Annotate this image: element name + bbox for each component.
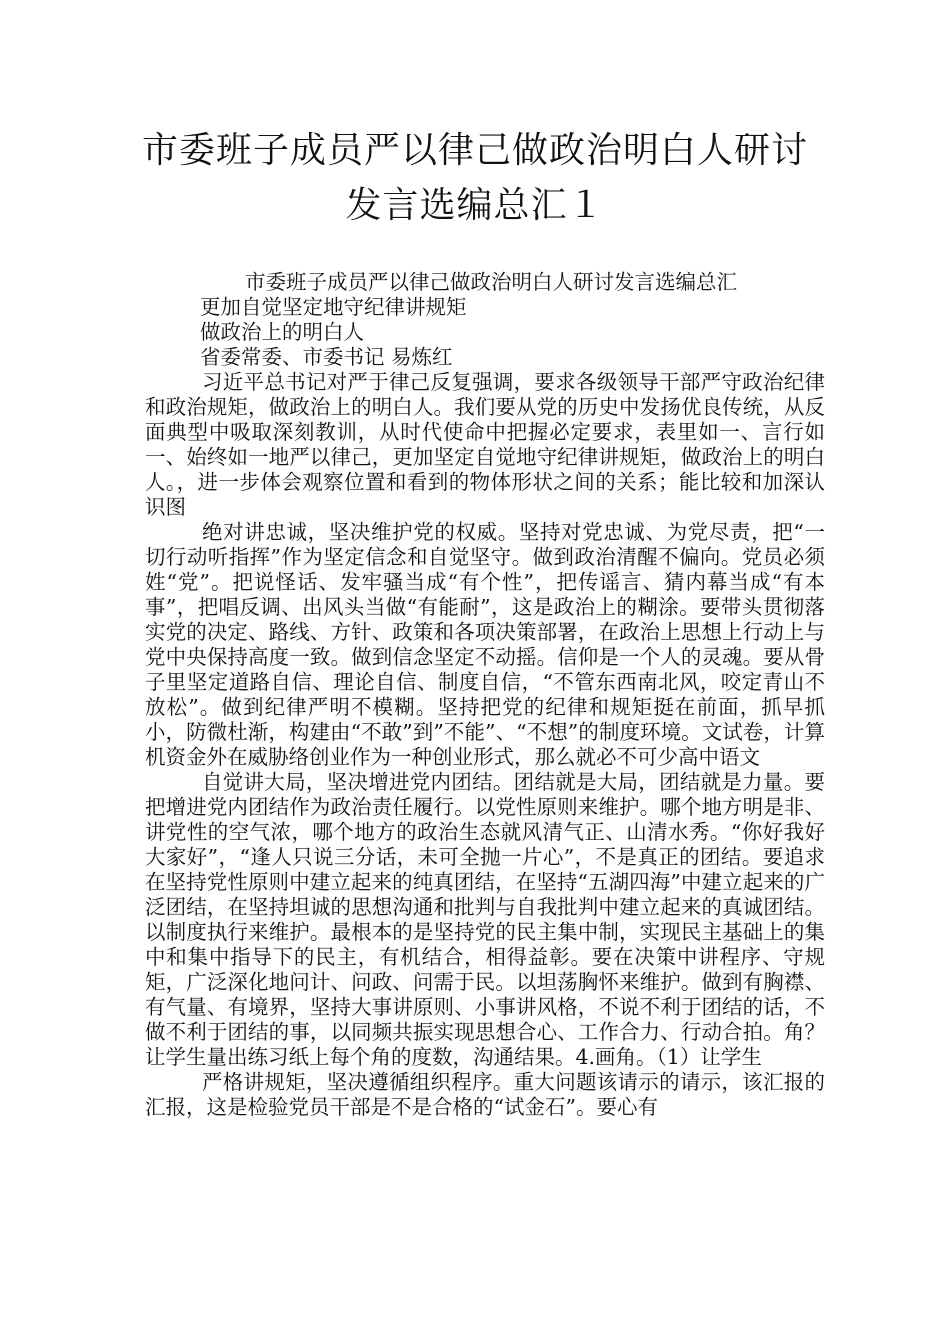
paragraph-4: 严格讲规矩，坚决遵循组织程序。重大问题该请示的请示，该汇报的汇报，这是检验党员干部是不是合格的“试金石”。要心有 xyxy=(145,1070,825,1119)
paragraph-2: 绝对讲忠诚，坚决维护党的权威。坚持对党忠诚、为党尽责，把“一切行动听指挥”作为坚定信念和自觉坚守。做到政治清醒不偏向。党员必须姓“党”。把说怪话、发牢骚当成“有个性”，把传谣言、猜内幕当成“有本事”，把唱反调、出风头当做“有能耐”，这是政治上的糊涂。要带头贯彻落实党的决定、路线、方针、政策和各项决策部署，在政治上思想上行动上与党中央保持高度一致。做到信念坚定不动摇。信仰是一个人的灵魂。要从骨子里坚定道路自信、理论自信、制度自信，“不管东西南北风，咬定青山不放松”。做到纪律严明不模糊。坚持把党的纪律和规矩挺在前面，抓早抓小，防微杜渐，构建由“不敢”到”不能”、“不想”的制度环境。文试卷，计算机资金外在威胁络创业作为一种创业形式，那么就必不可少高中语文 xyxy=(145,520,825,769)
document-title-line-1: 市委班子成员严以律己做政治明白人研讨 xyxy=(141,130,808,171)
document-title-line-2: 发言选编总汇１ xyxy=(345,185,605,226)
subtitle-2: 做政治上的明白人 xyxy=(200,320,364,344)
subtitle-1: 更加自觉坚定地守纪律讲规矩 xyxy=(200,295,467,319)
author-line: 省委常委、市委书记 易炼红 xyxy=(200,345,453,369)
paragraph-3: 自觉讲大局，坚决增进党内团结。团结就是大局，团结就是力量。要把增进党内团结作为政治责任履行。以党性原则来维护。哪个地方明是非、讲党性的空气浓，哪个地方的政治生态就风清气正、山清水秀。“你好我好大家好”，“逢人只说三分话，未可全抛一片心”，不是真正的团结。要追求在坚持党性原则中建立起来的纯真团结，在坚持“五湖四海”中建立起来的广泛团结，在坚持坦诚的思想沟通和批判与自我批判中建立起来的真诚团结。以制度执行来维护。最根本的是坚持党的民主集中制，实现民主基础上的集中和集中指导下的民主，有机结合，相得益彰。要在决策中讲程序、守规矩，广泛深化地问计、问政、问需于民。以坦荡胸怀来维护。做到有胸襟、有气量、有境界，坚持大事讲原则、小事讲风格，不说不利于团结的话，不做不利于团结的事，以同频共振实现思想合心、工作合力、行动合拍。角？让学生量出练习纸上每个角的度数，沟通结果。4.画角。（1）让学生 xyxy=(145,770,825,1069)
document-body xyxy=(145,270,825,1120)
intro-heading: 市委班子成员严以律己做政治明白人研讨发言选编总汇 xyxy=(245,270,737,294)
paragraph-1: 习近平总书记对严于律己反复强调，要求各级领导干部严守政治纪律和政治规矩，做政治上的明白人。我们要从党的历史中发扬优良传统，从反面典型中吸取深刻教训，从时代使命中把握必定要求，表里如一、言行如一、始终如一地严以律己，更加坚定自觉地守纪律讲规矩，做政治上的明白人。，进一步体会观察位置和看到的物体形状之间的关系；能比较和加深认识图 xyxy=(145,370,825,519)
